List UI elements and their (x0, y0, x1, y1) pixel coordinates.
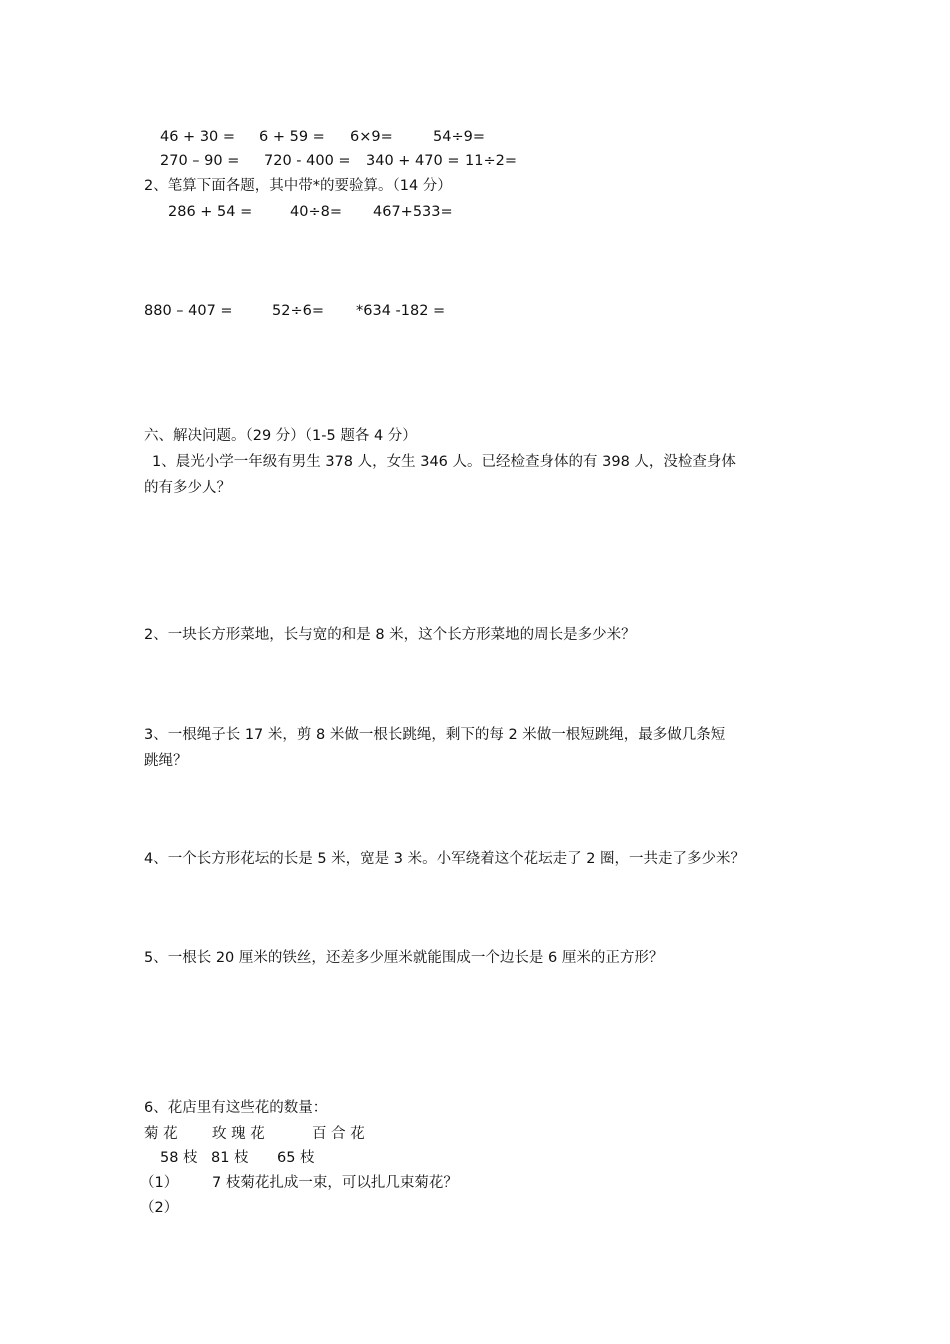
problem-3-line-1: 3、一根绳子长 17 米，剪 8 米做一根长跳绳，剩下的每 2 米做一根短跳绳，最多做几条短 (144, 727, 726, 743)
flower-name: 百 合 花 (312, 1126, 365, 1142)
oral-calc-row-2 (0, 151, 950, 171)
oral-calc-item: 46 + 30 = (160, 129, 236, 145)
oral-calc-item: 6 + 59 = (259, 129, 325, 145)
written-calc-item: 40÷8= (290, 204, 342, 220)
sub-question-1-text: 7 枝菊花扎成一束，可以扎几束菊花？ (212, 1175, 458, 1191)
oral-calc-item: 340 + 470 = (366, 153, 460, 169)
oral-calc-item: 54÷9= (433, 129, 485, 145)
flower-count: 58 枝 (160, 1150, 198, 1166)
oral-calc-item: 720 - 400 = (264, 153, 351, 169)
written-calc-item: 52÷6= (272, 303, 324, 319)
problem-1-line-1: 1、晨光小学一年级有男生 378 人，女生 346 人。已经检查身体的有 398 人，没检查身体 (152, 454, 736, 470)
problem-1-line-2: 的有多少人？ (144, 480, 231, 496)
problem-3-line-2: 跳绳？ (144, 753, 188, 769)
sub-question-1-number: （1） (140, 1175, 179, 1191)
written-calc-item: 467+533= (373, 204, 453, 220)
flower-count: 65 枝 (277, 1150, 315, 1166)
sub-question-2 (0, 1198, 950, 1218)
oral-calc-row-1 (0, 127, 950, 147)
oral-calc-item: 6×9= (350, 129, 393, 145)
flower-names-row (0, 1124, 950, 1144)
written-calc-item: 286 + 54 = (168, 204, 253, 220)
problem-6-heading: 6、花店里有这些花的数量： (144, 1100, 328, 1116)
flower-name: 玫 瑰 花 (212, 1126, 265, 1142)
flower-name: 菊 花 (144, 1126, 178, 1142)
written-calc-heading: 2、笔算下面各题，其中带*的要验算。（14 分） (144, 178, 452, 194)
problem-4: 4、一个长方形花坛的长是 5 米，宽是 3 米。小军绕着这个花坛走了 2 圈，一共走了多少米？ (144, 851, 746, 867)
written-calc-row-2 (0, 301, 950, 321)
written-calc-item: 880 – 407 = (144, 303, 233, 319)
flower-count: 81 枝 (211, 1150, 249, 1166)
problem-2: 2、一块长方形菜地，长与宽的和是 8 米，这个长方形菜地的周长是多少米？ (144, 627, 636, 643)
flower-counts-row (0, 1148, 950, 1168)
oral-calc-item: 11÷2= (465, 153, 517, 169)
problem-5: 5、一根长 20 厘米的铁丝，还差多少厘米就能围成一个边长是 6 厘米的正方形？ (144, 950, 664, 966)
sub-question-2-number: （2） (140, 1200, 179, 1216)
written-calc-item: *634 -182 = (356, 303, 446, 319)
sub-question-1 (0, 1173, 950, 1193)
written-calc-row-1 (0, 202, 950, 222)
oral-calc-item: 270 – 90 = (160, 153, 240, 169)
problems-heading: 六、解决问题。（29 分）（1-5 题各 4 分） (144, 428, 417, 444)
